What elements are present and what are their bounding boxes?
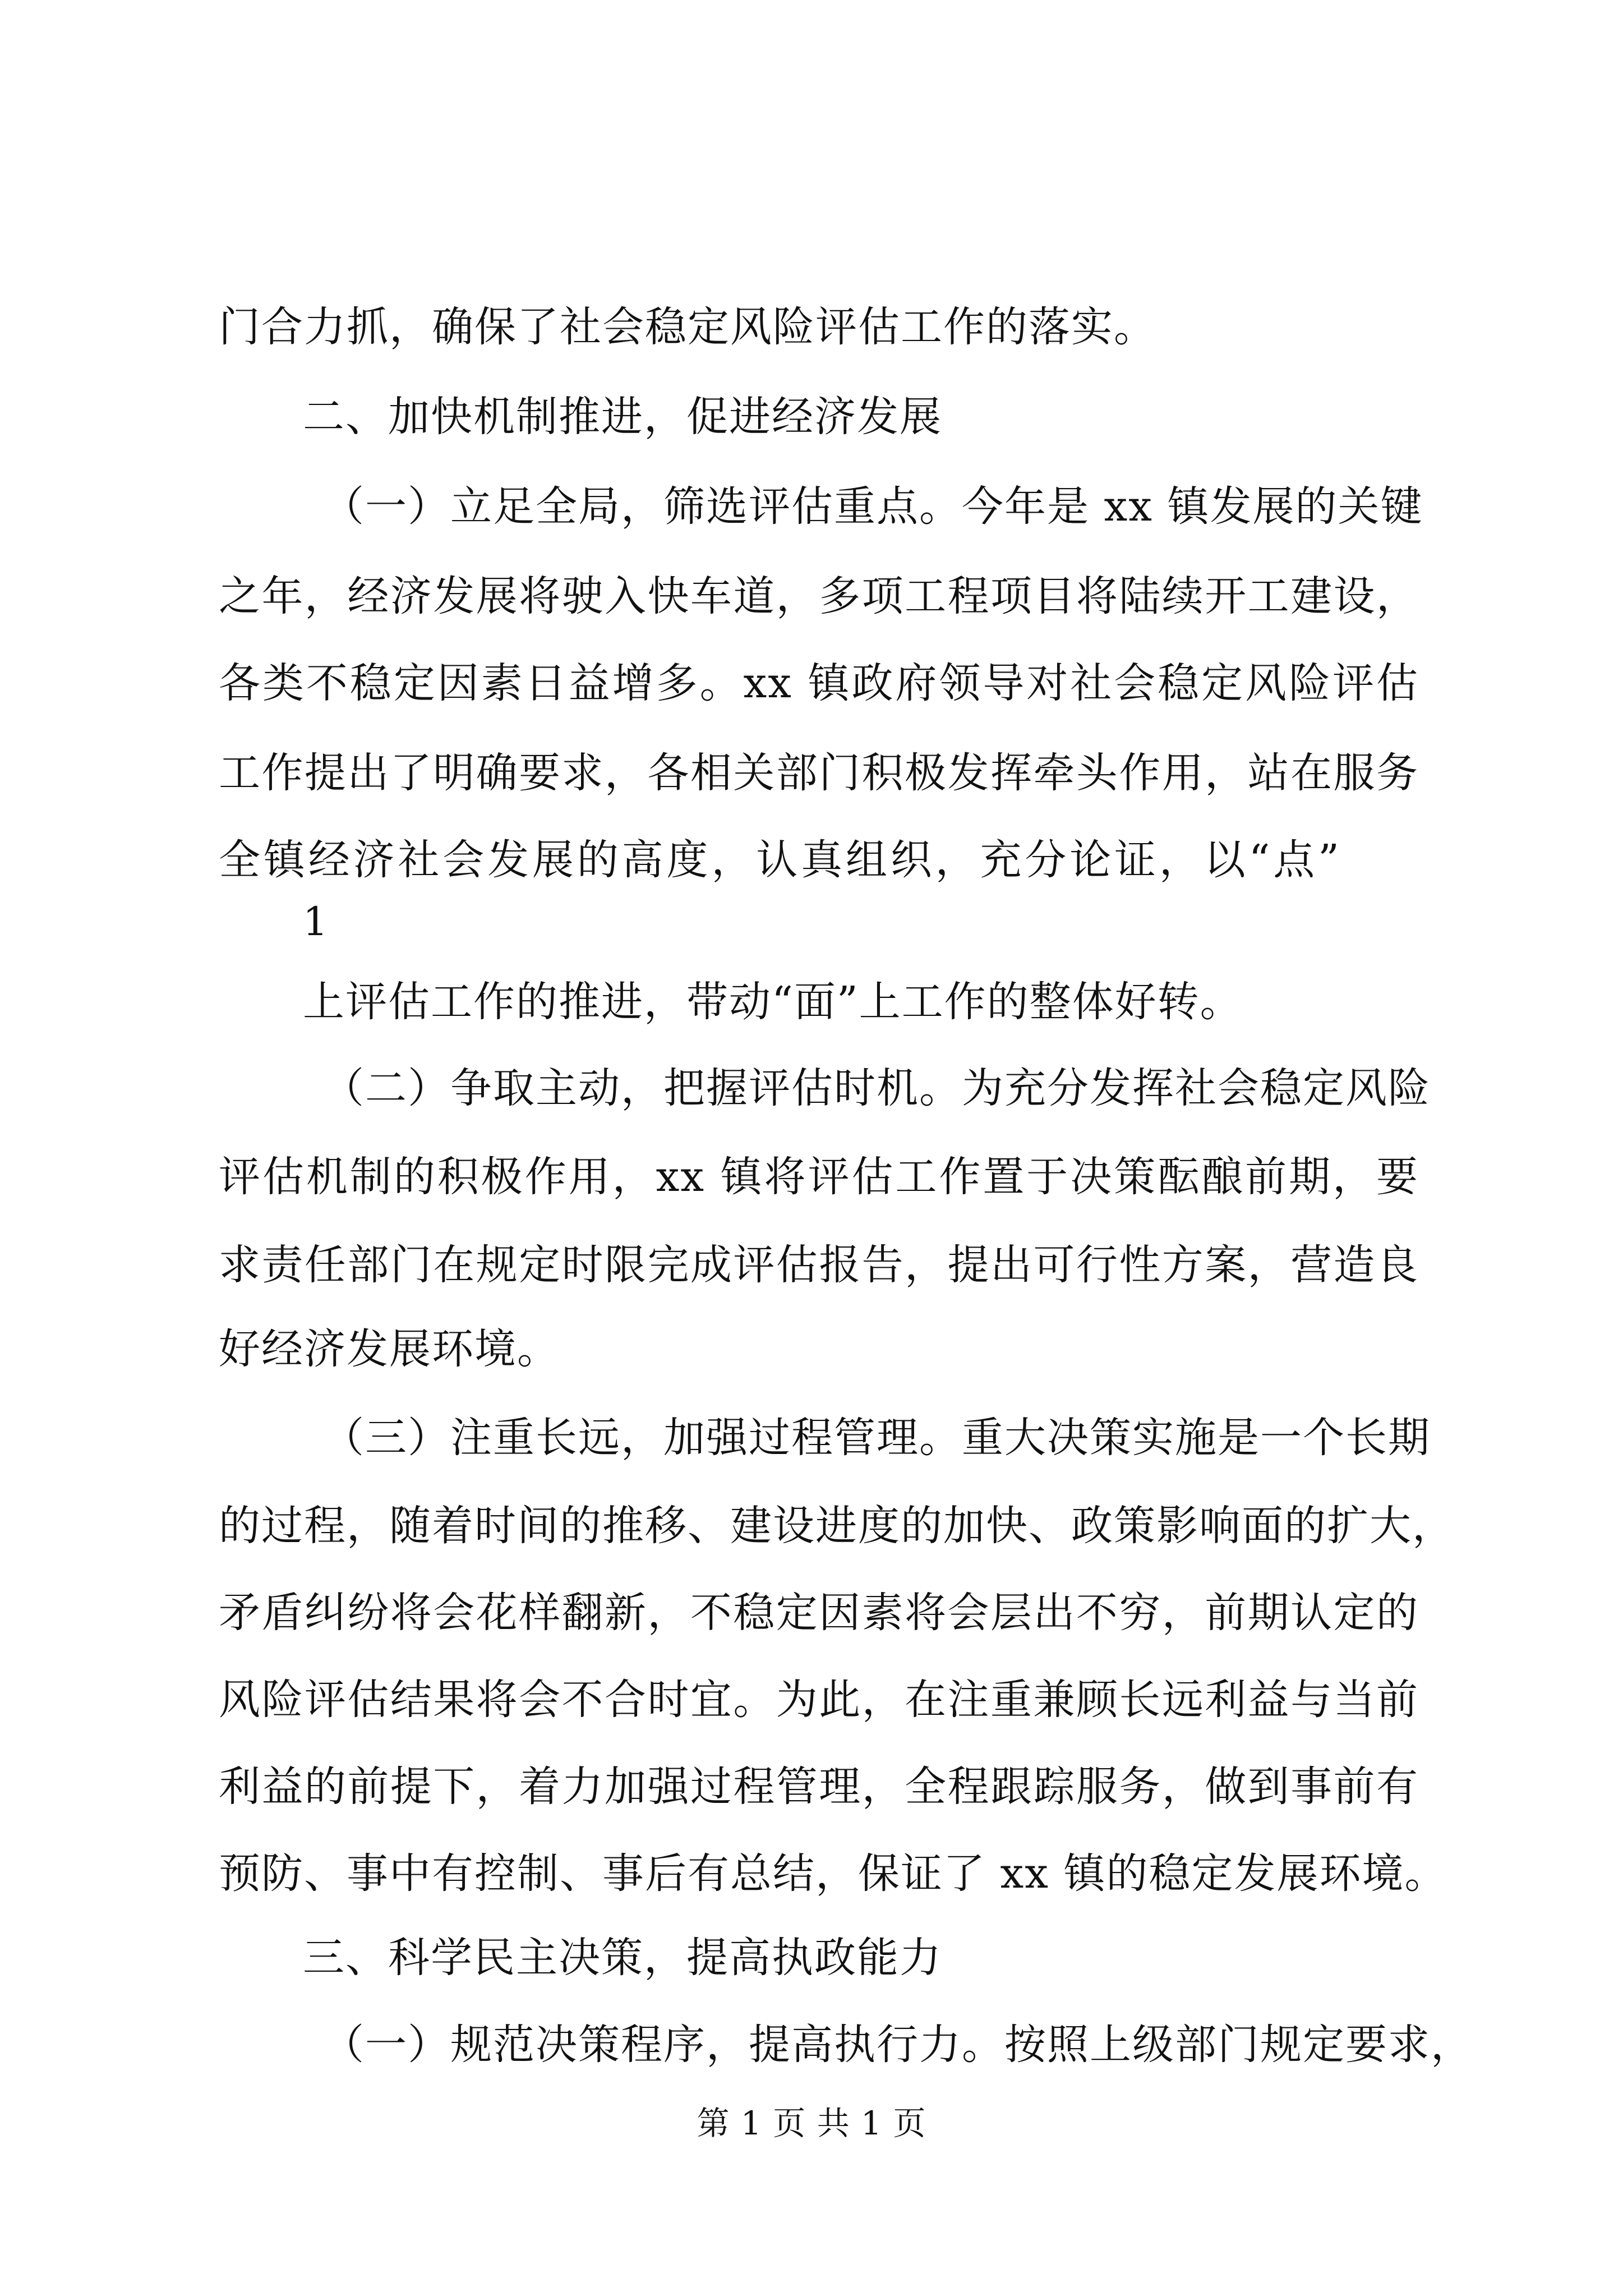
text-line-11: 评估机制的积极作用，xx 镇将评估工作置于决策酝酿前期，要 xyxy=(219,1153,1419,1201)
text-line-17: 风险评估结果将会不合时宜。为此，在注重兼顾长远利益与当前 xyxy=(219,1676,1419,1724)
text-line-21: （一）规范决策程序，提高执行力。按照上级部门规定要求， xyxy=(322,2021,1473,2069)
section-heading-2: 二、加快机制推进，促进经济发展 xyxy=(303,393,942,441)
text-line-15: 的过程，随着时间的推移、建设进度的加快、政策影响面的扩大， xyxy=(219,1502,1455,1550)
text-line-3: （一）立足全局，筛选评估重点。今年是 xx 镇发展的关键 xyxy=(322,482,1423,531)
text-line-12: 求责任部门在规定时限完成评估报告，提出可行性方案，营造良 xyxy=(219,1241,1419,1289)
text-line-6: 工作提出了明确要求，各相关部门积极发挥牵头作用，站在服务 xyxy=(219,749,1419,797)
text-line-14: （三）注重长远，加强过程管理。重大决策实施是一个长期 xyxy=(322,1414,1431,1462)
text-line-1: 门合力抓，确保了社会稳定风险评估工作的落实。 xyxy=(219,303,1156,351)
section-heading-3: 三、科学民主决策，提高执政能力 xyxy=(303,1934,942,1982)
text-line-13: 好经济发展环境。 xyxy=(219,1325,560,1373)
text-line-9: 上评估工作的推进，带动“面”上工作的整体好转。 xyxy=(303,978,1243,1026)
text-line-16: 矛盾纠纷将会花样翻新，不稳定因素将会层出不穷，前期认定的 xyxy=(219,1589,1419,1637)
page-footer: 第 1 页 共 1 页 xyxy=(697,2104,926,2142)
text-line-4: 之年，经济发展将驶入快车道，多项工程项目将陆续开工建设， xyxy=(219,572,1419,620)
page-number: 1 xyxy=(303,899,328,945)
text-line-10: （二）争取主动，把握评估时机。为充分发挥社会稳定风险 xyxy=(322,1064,1431,1112)
text-line-5: 各类不稳定因素日益增多。xx 镇政府领导对社会稳定风险评估 xyxy=(219,659,1419,707)
text-line-18: 利益的前提下，着力加强过程管理，全程跟踪服务，做到事前有 xyxy=(219,1763,1419,1811)
text-line-7: 全镇经济社会发展的高度，认真组织，充分论证，以“点” xyxy=(219,836,1340,884)
text-line-19: 预防、事中有控制、事后有总结，保证了 xx 镇的稳定发展环境。 xyxy=(219,1849,1447,1898)
